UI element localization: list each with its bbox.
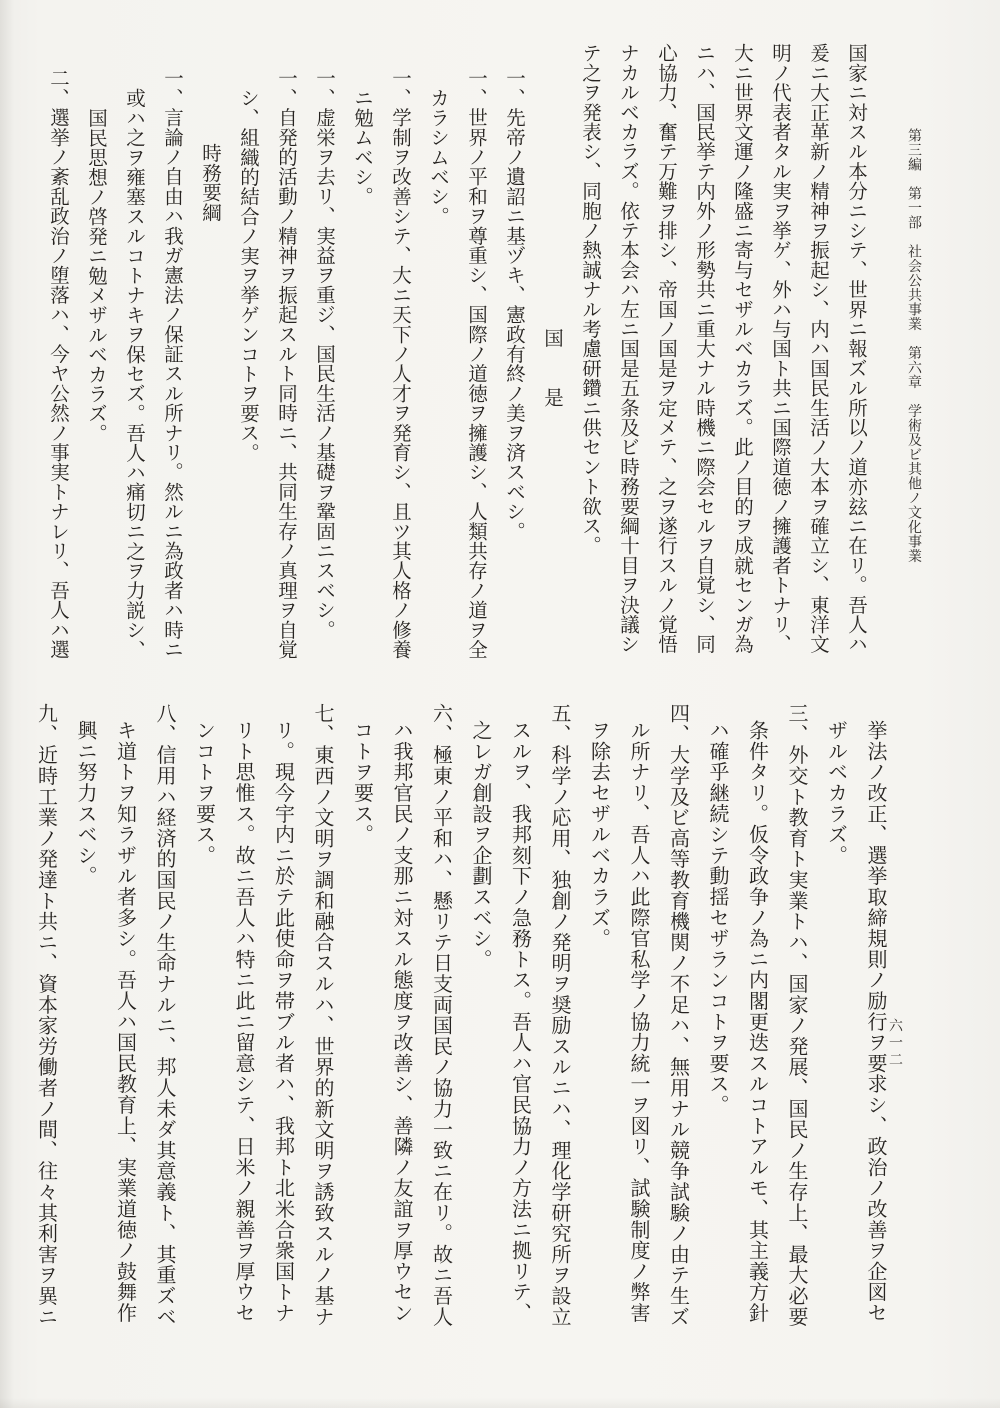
section-heading-kokuze: 国 是 bbox=[541, 328, 562, 407]
item-continuation-column: スルヲ、我邦刻下ノ急務トス。吾人ハ官民協力ノ方法ニ拠リテ、 bbox=[508, 720, 531, 1324]
item-continuation-column: リト思惟ス。故ニ吾人ハ特ニ此ニ留意シテ、日米ノ親善ヲ厚ウセ bbox=[232, 720, 254, 1324]
lower-text-block bbox=[25, 678, 894, 1338]
numbered-item-column: 五、科学ノ応用、独創ノ発明ヲ奨励スルニハ、理化学研究所ヲ設立 bbox=[548, 703, 570, 1327]
item-continuation-column: 国民思想ノ啓発ニ勉メザルベカラズ。 bbox=[85, 108, 106, 443]
section-heading-jimu-yoko: 時務要綱 bbox=[199, 143, 220, 222]
item-continuation-column: ハ確乎継続シテ動揺セザランコトヲ要ス。 bbox=[706, 720, 728, 1116]
numbered-item-column: 六、極東ノ平和ハ、懸リテ日支両国民ノ協力一致ニ在リ。故ニ吾人 bbox=[429, 703, 452, 1327]
item-continuation-column: 之レガ創設ヲ企劃スベシ。 bbox=[469, 720, 491, 970]
item-continuation-column: 条件タリ。仮令政争ノ為ニ内閣更迭スルコトアルモ、其主義方針 bbox=[745, 720, 768, 1324]
paragraph-column: 国家ニ対スル本分ニシテ、世界ニ報ズル所以ノ道亦玆ニ在リ。吾人ハ bbox=[845, 43, 866, 654]
numbered-item-column: 一、学制ヲ改善シテ、大ニ天下ノ人才ヲ発育シ、且ツ其人格ノ修養 bbox=[389, 68, 410, 659]
paragraph-column: 心協力、奮テ万難ヲ排シ、帝国ノ国是ヲ定メテ、之ヲ遂行スルノ覚悟 bbox=[655, 43, 676, 654]
scan-edge-shadow-left bbox=[0, 0, 14, 1408]
item-continuation-column: 或ハ之ヲ雍塞スルコトナキヲ保セズ。吾人ハ痛切ニ之ヲ力説シ、 bbox=[123, 88, 144, 660]
numbered-item-column: 一、言論ノ自由ハ我ガ憲法ノ保証スル所ナリ。然ルニ為政者ハ時ニ bbox=[161, 68, 182, 659]
numbered-item-column: 一、世界ノ平和ヲ尊重シ、国際ノ道徳ヲ擁護シ、人類共存ノ道ヲ全 bbox=[465, 68, 486, 659]
item-continuation-column: リ。現今宇内ニ於テ此使命ヲ帯ブル者ハ、我邦ト北米合衆国トナ bbox=[271, 720, 294, 1324]
paragraph-column: テ之ヲ発表シ、同胞ノ熱誠ナル考慮研鑽ニ供セント欲ス。 bbox=[579, 43, 600, 556]
paragraph-column: ニハ、国民挙テ内外ノ形勢共ニ重大ナル時機ニ際会セルヲ自覚シ、同 bbox=[693, 43, 714, 654]
paragraph-column: 大ニ世界文運ノ隆盛ニ寄与セザルベカラズ。此ノ目的ヲ成就センガ為 bbox=[731, 43, 752, 654]
item-continuation-column: コトヲ要ス。 bbox=[350, 720, 373, 845]
item-continuation-column: ヲ除去セザルベカラズ。 bbox=[587, 720, 610, 949]
item-continuation-column: 挙法ノ改正、選挙取締規則ノ励行ヲ要求シ、政治ノ改善ヲ企図セ bbox=[864, 720, 886, 1324]
numbered-item-column: 四、大学及ビ高等教育機関ノ不足ハ、無用ナル競争試験ノ由テ生ズ bbox=[666, 703, 689, 1327]
item-continuation-column: ハ我邦官民ノ支那ニ対スル態度ヲ改善シ、善隣ノ友誼ヲ厚ウセン bbox=[390, 720, 412, 1324]
numbered-item-column: 七、東西ノ文明ヲ調和融合スルハ、世界的新文明ヲ誘致スルノ基ナ bbox=[311, 703, 333, 1327]
numbered-item-column: 一、自発的活動ノ精神ヲ振起スルト同時ニ、共同生存ノ真理ヲ自覚 bbox=[275, 68, 296, 659]
paragraph-column: 明ノ代表者タル実ヲ挙ゲ、外ハ与国ト共ニ国際道徳ノ擁護者トナリ、 bbox=[769, 43, 790, 654]
numbered-item-column: 八、信用ハ経済的国民ノ生命ナルニ、邦人未ダ其意義ト、其重ズベ bbox=[153, 703, 175, 1327]
running-head: 第三編 第一部 社会公共事業 第六章 学術及ビ其他ノ文化事業 bbox=[906, 128, 921, 563]
scan-edge-shadow-bottom bbox=[0, 1398, 1000, 1408]
paragraph-column: 爰ニ大正革新ノ精神ヲ振起シ、内ハ国民生活ノ大本ヲ確立シ、東洋文 bbox=[807, 43, 828, 654]
numbered-item-column: 一、虚栄ヲ去リ、実益ヲ重ジ、国民生活ノ基礎ヲ鞏固ニスベシ。 bbox=[313, 68, 334, 640]
item-continuation-column: シ、組織的結合ノ実ヲ挙ゲンコトヲ要ス。 bbox=[237, 88, 258, 463]
item-continuation-column: ニ勉ムベシ。 bbox=[351, 88, 372, 207]
paragraph-column: ナカルベカラズ。依テ本会ハ左ニ国是五条及ビ時務要綱十目ヲ決議シ bbox=[617, 43, 638, 654]
item-continuation-column: ル所ナリ、吾人ハ此際官私学ノ協力統一ヲ図リ、試験制度ノ弊害 bbox=[627, 720, 649, 1324]
numbered-item-column: 三、外交ト教育ト実業トハ、国家ノ発展、国民ノ生存上、最大必要 bbox=[785, 703, 807, 1327]
numbered-item-column: 二、選挙ノ紊乱政治ノ堕落ハ、今ヤ公然ノ事実トナレリ、吾人ハ選 bbox=[47, 68, 68, 659]
page-number: 六一二 bbox=[887, 1018, 902, 1069]
item-continuation-column: カラシムベシ。 bbox=[427, 88, 448, 226]
numbered-item-column: 九、近時工業ノ発達ト共ニ、資本家労働者ノ間、往々其利害ヲ異ニ bbox=[34, 703, 57, 1327]
item-continuation-column: ンコトヲ要ス。 bbox=[192, 720, 215, 866]
item-continuation-column: キ道トヲ知ラザル者多シ。吾人ハ国民教育上、実業道徳ノ鼓舞作 bbox=[113, 720, 136, 1324]
numbered-item-column: 一、先帝ノ遺詔ニ基ヅキ、憲政有終ノ美ヲ済スベシ。 bbox=[503, 68, 524, 541]
item-continuation-column: 興ニ努力スベシ。 bbox=[74, 720, 96, 887]
upper-text-block bbox=[38, 43, 932, 663]
item-continuation-column: ザルベカラズ。 bbox=[824, 720, 847, 866]
